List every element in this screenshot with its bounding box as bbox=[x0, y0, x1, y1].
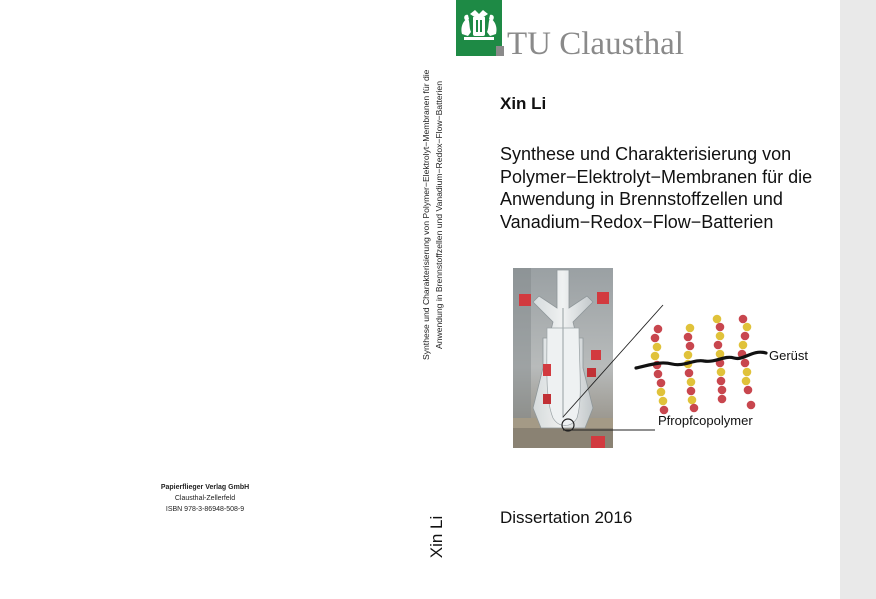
title-line: Synthese und Charakterisierung von bbox=[500, 144, 792, 164]
logo-accent-block bbox=[496, 46, 504, 56]
cover-figure bbox=[500, 265, 830, 455]
publisher-city: Clausthal-Zellerfeld bbox=[174, 495, 236, 502]
title-line: Polymer−Elektrolyt−Membranen für die bbox=[500, 166, 813, 187]
label-graft-copolymer: Pfropfcopolymer bbox=[658, 413, 753, 428]
logo-text: TU Clausthal bbox=[507, 26, 684, 62]
isbn: ISBN 978-3-86948-508-9 bbox=[165, 506, 245, 513]
publisher-block bbox=[140, 482, 270, 515]
publisher-name: Papierflieger Verlag GmbH bbox=[160, 484, 250, 491]
graft-chain bbox=[738, 315, 756, 410]
spine-title-line-2: Anwendung in Brennstoffzellen und Vanadium−Redox−Flow−Batterien bbox=[434, 81, 444, 349]
title-line: Vanadium−Redox−Flow−Batterien bbox=[500, 211, 774, 232]
spine-title bbox=[420, 70, 446, 360]
spine-author: Xin Li bbox=[427, 515, 446, 559]
thesis-title bbox=[500, 143, 830, 233]
right-margin-strip bbox=[840, 0, 876, 599]
label-backbone: Gerüst bbox=[769, 348, 809, 363]
graft-chain bbox=[651, 325, 669, 415]
dissertation-year: Dissertation 2016 bbox=[500, 508, 633, 527]
title-line: Anwendung in Brennstoffzellen und bbox=[500, 189, 783, 209]
graft-chain bbox=[684, 324, 699, 413]
spine-title-line-1: Synthese und Charakterisierung von Polymer−Elektrolyt−Membranen für die bbox=[421, 69, 431, 360]
author-name: Xin Li bbox=[500, 94, 547, 113]
